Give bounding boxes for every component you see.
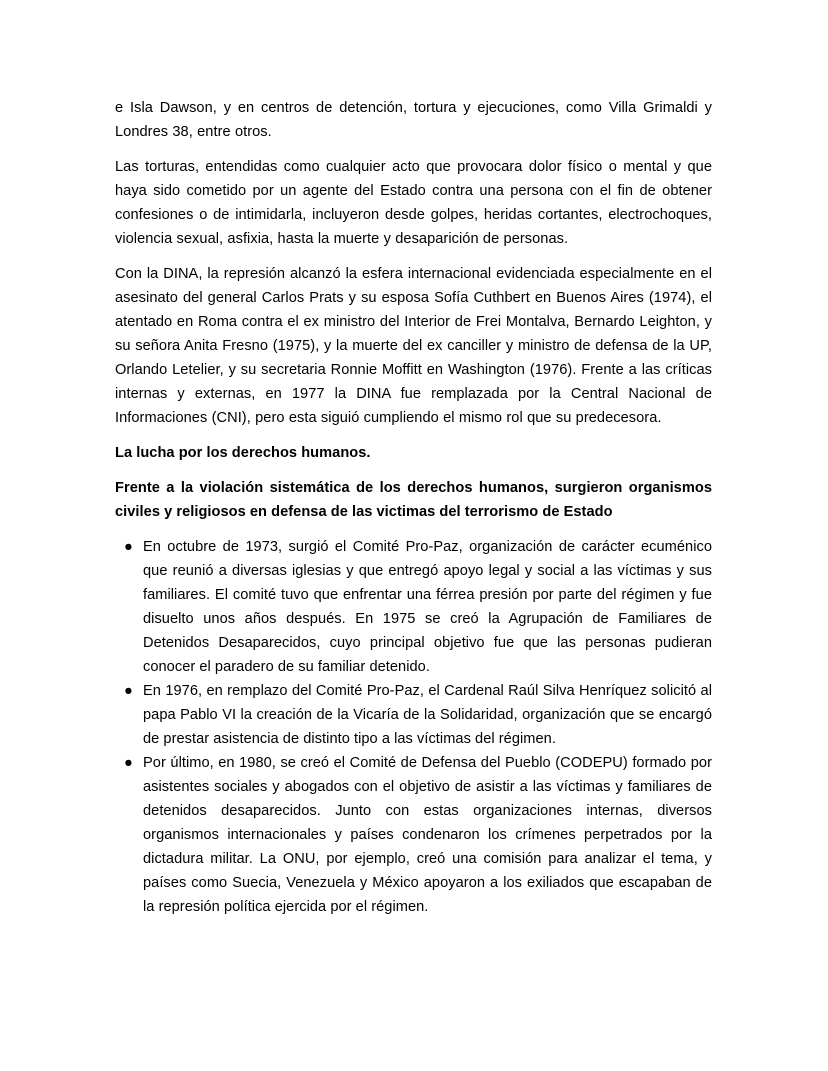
list-item bbox=[115, 535, 712, 679]
list-item bbox=[115, 679, 712, 751]
paragraph-torture-definition: Las torturas, entendidas como cualquier acto que provocara dolor físico o mental y que haya sido cometido por un agente del Estado contra una persona con el fin de obtener confesiones o de intimidarla, incluyeron desde golpes, heridas cortantes, electrochoques, violencia sexual, asfixia, hasta la muerte y desaparición de personas. bbox=[115, 159, 712, 247]
list-item-text-vicaria-solidaridad: En 1976, en remplazo del Comité Pro-Paz, el Cardenal Raúl Silva Henríquez solicitó al papa Pablo VI la creación de la Vicaría de la Solidaridad, organización que se encargó de prestar asistencia de distinto tipo a las víctimas del régimen. bbox=[143, 683, 712, 747]
bullet-icon: ● bbox=[124, 683, 133, 699]
list-item bbox=[115, 751, 712, 919]
list-item-text-comite-pro-paz: En octubre de 1973, surgió el Comité Pro-Paz, organización de carácter ecuménico que reunió a diversas iglesias y que entregó apoyo legal y social a las víctimas y sus familiares. El comité tuvo que enfrentar una férrea presión por parte del régimen y fue disuelto unos años después. En 1975 se creó la Agrupación de Familiares de Detenidos Desaparecidos, cuyo principal objetivo fue que las personas pudieran conocer el paradero de su familiar detenido. bbox=[143, 539, 712, 675]
bullet-icon: ● bbox=[124, 755, 133, 771]
document-text-body bbox=[115, 96, 712, 919]
bullet-icon: ● bbox=[124, 539, 133, 555]
organizations-list bbox=[115, 535, 712, 919]
list-item-text-codepu: Por último, en 1980, se creó el Comité de Defensa del Pueblo (CODEPU) formado por asistentes sociales y abogados con el objetivo de asistir a las víctimas y familiares de detenidos desaparecidos. Junto con estas organizaciones internas, diversos organismos internacionales y países condenaron los crímenes perpetrados por la dictadura militar. La ONU, por ejemplo, creó una comisión para analizar el tema, y países como Suecia, Venezuela y México apoyaron a los exiliados que escapaban de la represión política ejercida por el régimen. bbox=[143, 755, 712, 915]
paragraph-dina-international-repression: Con la DINA, la represión alcanzó la esfera internacional evidenciada especialmente en el asesinato del general Carlos Prats y su esposa Sofía Cuthbert en Buenos Aires (1974), el atentado en Roma contra el ex ministro del Interior de Frei Montalva, Bernardo Leighton, y su señora Anita Fresno (1975), y la muerte del ex canciller y ministro de defensa de la UP, Orlando Letelier, y su secretaria Ronnie Moffitt en Washington (1976). Frente a las críticas internas y externas, en 1977 la DINA fue remplazada por la Central Nacional de Informaciones (CNI), pero esta siguió cumpliendo el mismo rol que su predecesora. bbox=[115, 266, 712, 426]
paragraph-continuation-detention-centers: e Isla Dawson, y en centros de detención, tortura y ejecuciones, como Villa Grimaldi y Londres 38, entre otros. bbox=[115, 100, 712, 140]
section-heading-human-rights-struggle: La lucha por los derechos humanos. bbox=[115, 445, 371, 461]
section-subheading-civil-religious-organizations: Frente a la violación sistemática de los derechos humanos, surgieron organismos civiles y religiosos en defensa de las victimas del terrorismo de Estado bbox=[115, 480, 712, 520]
